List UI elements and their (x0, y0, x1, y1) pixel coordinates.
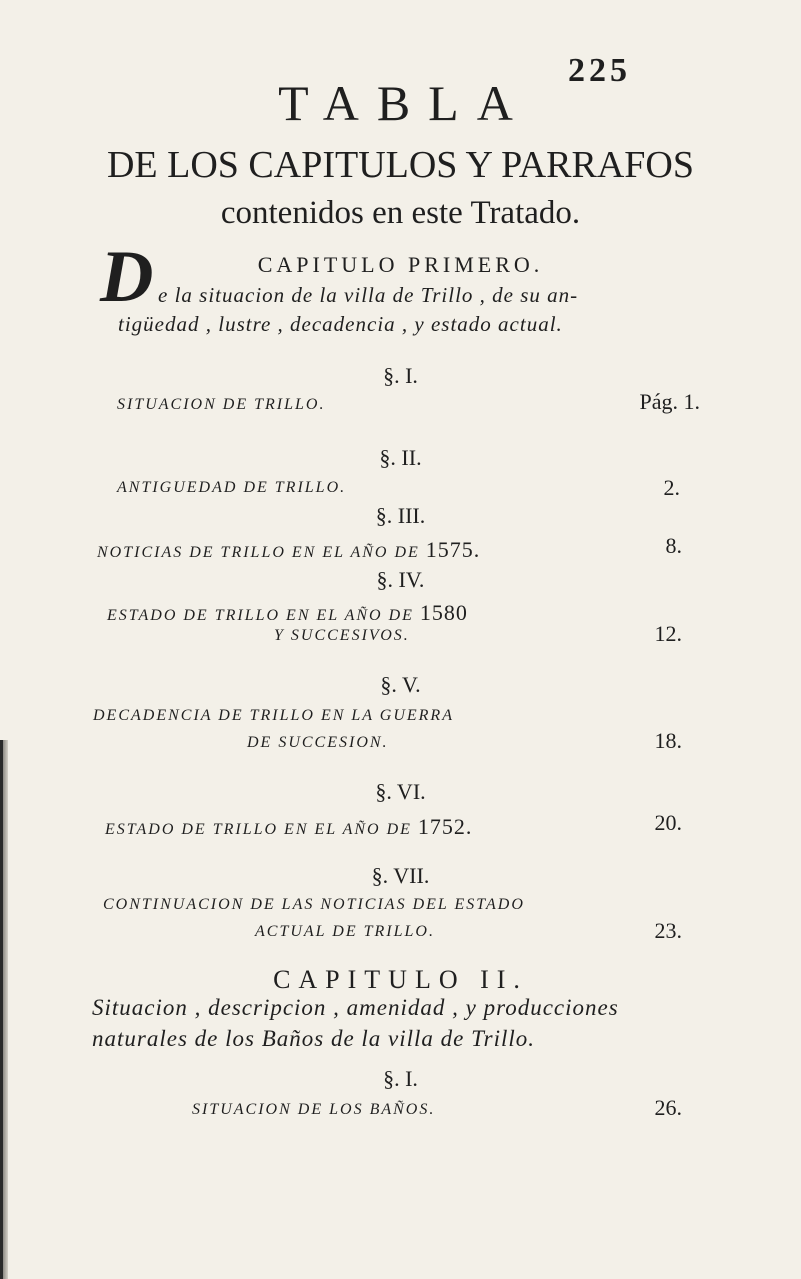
section-title (97, 537, 480, 563)
chapter-1-desc-line-2: tigüedad , lustre , decadencia , y estado actual. (118, 312, 563, 336)
section-year: 1752. (417, 814, 473, 839)
section-page: 12. (654, 621, 682, 646)
section-mark: §. I. (383, 363, 418, 388)
section-page: 2. (663, 475, 680, 500)
page-number: 225 (568, 52, 631, 89)
section-title-text: NOTICIAS DE TRILLO EN EL AÑO DE (97, 544, 420, 561)
section-mark: §. II. (379, 445, 422, 470)
section-year: 1580 (419, 600, 468, 625)
section-page: 23. (654, 918, 682, 943)
section-page: 26. (654, 1095, 682, 1120)
section-mark: §. V. (380, 672, 421, 697)
section-mark: §. VII. (371, 863, 430, 888)
section-title-line-2: ACTUAL DE TRILLO. (255, 923, 435, 940)
section-title-line-2: Y SUCCESIVOS. (274, 627, 410, 644)
chapter-1-heading: CAPITULO PRIMERO. (257, 252, 544, 277)
section-title: ANTIGUEDAD DE TRILLO. (117, 479, 347, 496)
section-title: SITUACION DE LOS BAÑOS. (192, 1101, 436, 1118)
section-title-text: ESTADO DE TRILLO EN EL AÑO DE (107, 607, 414, 624)
section-page: 20. (654, 810, 682, 835)
section-mark: §. III. (375, 503, 426, 528)
section-title: CONTINUACION DE LAS NOTICIAS DEL ESTADO (103, 896, 525, 913)
section-title: DECADENCIA DE TRILLO EN LA GUERRA (93, 707, 454, 724)
chapter-2-desc-line-2: naturales de los Baños de la villa de Trillo. (92, 1026, 536, 1051)
drop-cap: D (100, 236, 154, 318)
page-edge (0, 740, 8, 1279)
table-heading: TABLA (278, 75, 531, 131)
section-title (105, 814, 472, 840)
section-year: 1575. (425, 537, 481, 562)
section-title (107, 600, 468, 626)
document-subtitle: contenidos en este Tratado. (220, 195, 581, 231)
section-mark: §. I. (383, 1066, 418, 1091)
chapter-2-desc-line-1: Situacion , descripcion , amenidad , y producciones (92, 995, 619, 1020)
section-page: 18. (654, 728, 682, 753)
chapter-2-heading: CAPITULO II. (273, 965, 528, 994)
document-title: DE LOS CAPITULOS Y PARRAFOS (106, 144, 694, 186)
section-page: Pág. 1. (639, 389, 700, 414)
chapter-1-desc-line-1: e la situacion de la villa de Trillo , de su an- (158, 283, 579, 307)
section-mark: §. VI. (375, 779, 426, 804)
section-page: 8. (665, 533, 682, 558)
section-title-line-2: DE SUCCESION. (247, 734, 389, 751)
section-title-text: ESTADO DE TRILLO EN EL AÑO DE (105, 821, 412, 838)
section-title: SITUACION DE TRILLO. (117, 396, 326, 413)
section-mark: §. IV. (376, 567, 425, 592)
